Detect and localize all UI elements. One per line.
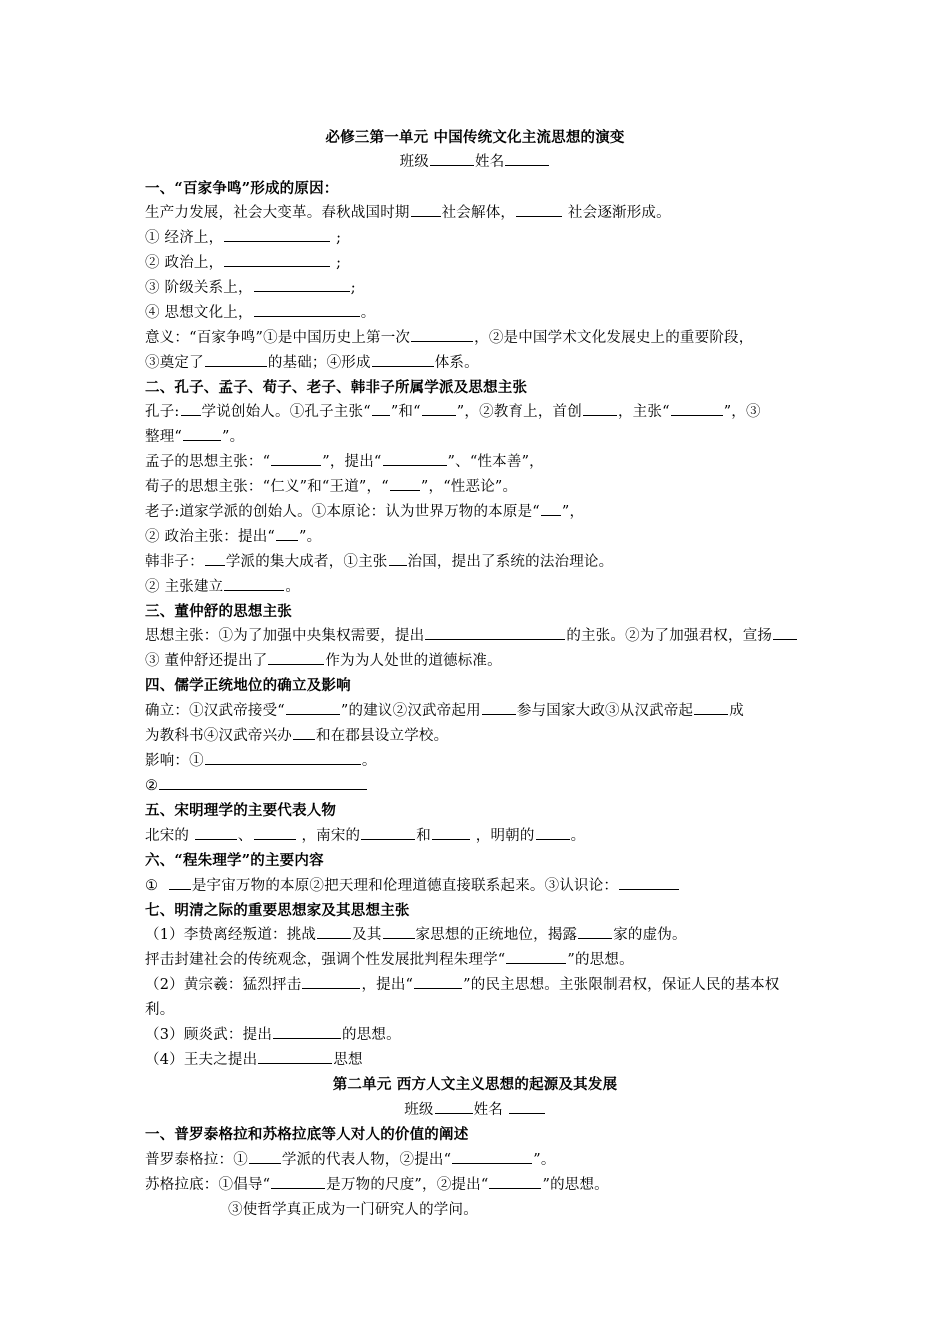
fill-blank[interactable] <box>432 826 470 840</box>
fill-blank[interactable] <box>619 876 679 890</box>
name-blank[interactable] <box>505 152 549 166</box>
fill-blank[interactable] <box>169 876 191 890</box>
s3-line1: 思想主张：①为了加强中央集权需要，提出 的主张。②为了加强君权，宣扬 <box>145 624 855 648</box>
class-blank[interactable] <box>430 152 474 166</box>
fill-blank[interactable] <box>452 1150 532 1164</box>
fill-blank[interactable] <box>254 303 360 317</box>
class-blank[interactable] <box>435 1100 473 1114</box>
fill-blank[interactable] <box>268 651 324 665</box>
section2-heading: 二、孔子、孟子、荀子、老子、韩非子所属学派及思想主张 <box>145 379 528 396</box>
fill-blank[interactable] <box>224 228 330 242</box>
s2-kongzi-line2: 整理“ ”。 <box>145 429 245 445</box>
s2-laozi-line2: ② 政治主张：提出“ ”。 <box>145 529 322 545</box>
fill-blank[interactable] <box>425 626 565 640</box>
s7-line1: （1）李贽离经叛道：挑战 及其 家思想的正统地位，揭露 家的虚伪。 <box>145 927 687 943</box>
fill-blank[interactable] <box>224 253 330 267</box>
s1-economy-line: ① 经济上， ; <box>145 230 342 246</box>
s4-line3: 影响：① 。 <box>145 753 377 769</box>
s1-politics-line: ② 政治上， ; <box>145 255 342 271</box>
s7-line5: （3）顾炎武：提出 的思想。 <box>145 1027 401 1043</box>
s5-line: 北宋的 、 ，南宋的 和 ，明朝的 。 <box>145 828 586 844</box>
s4-line2: 为教科书④汉武帝兴办 和在郡县设立学校。 <box>145 728 449 744</box>
fill-blank[interactable] <box>361 826 415 840</box>
s2-hanfeizi-line1: 韩非子： 学派的集大成者，①主张 治国，提出了系统的法治理论。 <box>145 554 614 570</box>
fill-blank[interactable] <box>276 527 298 541</box>
fill-blank[interactable] <box>411 328 473 342</box>
fill-blank[interactable] <box>224 577 284 591</box>
s4-line4: ② <box>145 774 855 798</box>
fill-blank[interactable] <box>205 751 361 765</box>
fill-blank[interactable] <box>422 402 456 416</box>
section4-heading: 四、儒学正统地位的确立及影响 <box>145 677 351 694</box>
s1-class-line: ③ 阶级关系上， ; <box>145 280 356 296</box>
s1-thought-line: ④ 思想文化上， 。 <box>145 305 376 321</box>
fill-blank[interactable] <box>536 826 570 840</box>
unit2-class-name-line: 班级 姓名 <box>0 1098 950 1122</box>
fill-blank[interactable] <box>273 1025 341 1039</box>
section7-heading: 七、明清之际的重要思想家及其思想主张 <box>145 902 410 919</box>
fill-blank[interactable] <box>383 452 447 466</box>
s1-significance-line1: 意义：“百家争鸣”①是中国历史上第一次 ，②是中国学术文化发展史上的重要阶段， <box>145 330 754 346</box>
fill-blank[interactable] <box>181 402 201 416</box>
fill-blank[interactable] <box>205 552 225 566</box>
s7-line3: （2）黄宗羲：猛烈抨击 ，提出“ ”的民主思想。主张限制君权，保证人民的基本权 <box>145 977 780 993</box>
s2-kongzi-line1: 孔子: 学说创始人。①孔子主张“ ”和“ ”，②教育上，首创 ，主张“ ”，③ <box>145 404 761 420</box>
s2-mengzi-line: 孟子的思想主张：“ ”，提出“ ”、“性本善”， <box>145 454 544 470</box>
unit1-class-name-line: 班级 姓名 <box>0 150 950 174</box>
fill-blank[interactable] <box>205 353 267 367</box>
fill-blank[interactable] <box>390 477 420 491</box>
fill-blank[interactable] <box>293 726 315 740</box>
s1-cause-line: 生产力发展，社会大变革。春秋战国时期 社会解体， 社会逐渐形成。 <box>145 205 671 221</box>
fill-blank[interactable] <box>183 427 221 441</box>
fill-blank[interactable] <box>389 552 407 566</box>
fill-blank[interactable] <box>258 1050 332 1064</box>
fill-blank[interactable] <box>482 701 516 715</box>
u2-socrates-line1: 苏格拉底：①倡导“ 是万物的尺度”，②提出“ ”的思想。 <box>145 1177 609 1193</box>
fill-blank[interactable] <box>694 701 728 715</box>
s4-line1: 确立：①汉武帝接受“ ”的建议②汉武帝起用 参与国家大政③从汉武帝起 成 <box>145 703 744 719</box>
fill-blank[interactable] <box>541 502 561 516</box>
fill-blank[interactable] <box>317 925 351 939</box>
fill-blank[interactable] <box>372 402 390 416</box>
fill-blank[interactable] <box>489 1175 541 1189</box>
fill-blank[interactable] <box>159 776 367 790</box>
fill-blank[interactable] <box>195 826 237 840</box>
section1-heading: 一、“百家争鸣”形成的原因： <box>145 180 339 197</box>
s2-laozi-line1: 老子:道家学派的创始人。①本原论：认为世界万物的本原是“ ”， <box>145 504 585 520</box>
fill-blank[interactable] <box>583 402 617 416</box>
fill-blank[interactable] <box>506 950 566 964</box>
u2-protagoras-line: 普罗泰格拉：① 学派的代表人物，②提出“ ”。 <box>145 1152 556 1168</box>
fill-blank[interactable] <box>249 1150 281 1164</box>
fill-blank[interactable] <box>383 925 415 939</box>
name-blank[interactable] <box>509 1100 545 1114</box>
s7-line6: （4）王夫之提出 思想 <box>145 1052 363 1068</box>
fill-blank[interactable] <box>271 452 321 466</box>
fill-blank[interactable] <box>254 278 350 292</box>
s2-xunzi-line: 荀子的思想主张：“仁义”和“王道”，“ ”，“性恶论”。 <box>145 479 518 495</box>
unit2-section1-heading: 一、普罗泰格拉和苏格拉底等人对人的价值的阐述 <box>145 1126 469 1143</box>
fill-blank[interactable] <box>773 626 797 640</box>
u2-socrates-line2: ③使哲学真正成为一门研究人的学问。 <box>228 1202 478 1218</box>
fill-blank[interactable] <box>411 203 441 217</box>
fill-blank[interactable] <box>578 925 612 939</box>
s7-line2: 抨击封建社会的传统观念，强调个性发展批判程朱理学“ ”的思想。 <box>145 952 634 968</box>
unit2-title: 第二单元 西方人文主义思想的起源及其发展 <box>332 1076 618 1093</box>
fill-blank[interactable] <box>671 402 723 416</box>
s3-line2: ③ 董仲舒还提出了 作为为人处世的道德标准。 <box>145 653 502 669</box>
fill-blank[interactable] <box>254 826 296 840</box>
fill-blank[interactable] <box>414 975 462 989</box>
s1-significance-line2: ③奠定了 的基础；④形成 体系。 <box>145 355 479 371</box>
unit1-title: 必修三第一单元 中国传统文化主流思想的演变 <box>325 129 625 146</box>
fill-blank[interactable] <box>516 203 562 217</box>
section3-heading: 三、董仲舒的思想主张 <box>145 603 292 620</box>
fill-blank[interactable] <box>286 701 340 715</box>
fill-blank[interactable] <box>271 1175 325 1189</box>
section6-heading: 六、“程朱理学”的主要内容 <box>145 852 324 869</box>
s7-line4: 利。 <box>145 1002 175 1018</box>
s2-hanfeizi-line2: ② 主张建立 。 <box>145 579 301 595</box>
fill-blank[interactable] <box>372 353 434 367</box>
section5-heading: 五、宋明理学的主要代表人物 <box>145 802 337 819</box>
s6-line: ① 是宇宙万物的本原②把天理和伦理道德直接联系起来。③认识论： <box>145 874 855 898</box>
fill-blank[interactable] <box>302 975 360 989</box>
